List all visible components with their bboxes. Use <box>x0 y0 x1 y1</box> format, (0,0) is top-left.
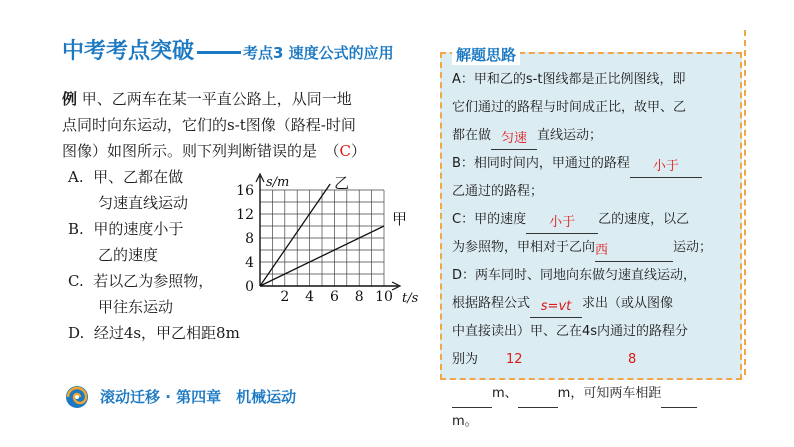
panel-line-a1: A：甲和乙的s-t图线都是正比例图线，即 <box>452 72 686 87</box>
problem-line-2: 点同时向东运动，它们的s-t图像（路程-时间 <box>62 116 356 134</box>
panel-title: 解题思路 <box>452 44 520 65</box>
panel-line-d5 <box>452 380 697 408</box>
answer-yi-distance: 8 <box>628 352 637 367</box>
y-axis-label: s/m <box>266 175 290 190</box>
option-text: 甲的速度小于 <box>93 220 184 238</box>
panel-text: C：甲的速度 <box>452 212 527 227</box>
blank-c1: 小于 <box>526 213 598 234</box>
x-tick-label: 10 <box>375 289 393 305</box>
panel-line-a2: 它们通过的路程与时间成正比，故甲、乙 <box>452 100 687 115</box>
panel-line-b1 <box>452 150 702 178</box>
blank-b1: 小于 <box>630 157 702 178</box>
series-label: 甲 <box>392 210 408 228</box>
blank-uniform: 匀速 <box>491 129 537 150</box>
blank-formula: s=vt <box>530 297 582 318</box>
panel-line-d3: 中直接读出）甲、乙在4s内通过的路程分 <box>452 324 689 339</box>
series-line-0 <box>260 184 330 286</box>
panel-text: 运动； <box>673 240 713 255</box>
chart-axes <box>256 174 400 290</box>
panel-text: B：相同时间内，甲通过的路程 <box>452 156 630 171</box>
panel-line-c1 <box>452 206 689 234</box>
x-tick-label: 8 <box>354 289 364 305</box>
section-header <box>62 34 394 65</box>
panel-text: 根据路程公式 <box>452 296 531 311</box>
panel-text: 乙的速度，以乙 <box>598 212 690 227</box>
problem-line-1 <box>62 86 352 112</box>
option-label: C. <box>68 272 84 290</box>
blank-d5-2 <box>518 407 558 408</box>
chart-grid <box>260 190 384 286</box>
option-label: D. <box>68 324 85 342</box>
x-tick-label: 6 <box>329 289 339 305</box>
panel-line-d6: m。 <box>452 414 478 429</box>
option-a <box>68 164 183 190</box>
header-dash <box>197 51 241 54</box>
header-title: 中考考点突破 <box>62 39 195 64</box>
panel-line-d2 <box>452 290 673 318</box>
answer-choice: C <box>339 142 351 160</box>
panel-text: 都在做 <box>452 128 492 143</box>
problem-text-3: 图像）如图所示。则下列判断错误的是 （ <box>62 142 340 160</box>
option-text: 经过4s，甲乙相距8m <box>93 324 240 342</box>
swirl-logo-icon <box>62 384 92 410</box>
y-tick-label: 8 <box>245 231 254 247</box>
option-b-cont: 乙的速度 <box>98 246 159 264</box>
problem-text-1: 甲、乙两车在某一平直公路上，从同一地 <box>81 90 352 108</box>
option-a-cont: 匀速直线运动 <box>98 194 189 212</box>
answer-jia-distance: 12 <box>506 352 523 367</box>
panel-line-d1: D：两车同时、同地向东做匀速直线运动， <box>452 268 697 283</box>
option-c-cont: 甲往东运动 <box>98 298 174 316</box>
st-graph <box>228 168 428 310</box>
y-tick-label: 16 <box>236 183 254 199</box>
footer-chapter: 滚动迁移 · 第四章 机械运动 <box>100 388 297 406</box>
example-tag: 例 <box>62 90 78 108</box>
panel-line-d4 <box>452 346 636 374</box>
option-label: B. <box>68 220 84 238</box>
panel-line-b2: 乙通过的路程； <box>452 184 544 199</box>
panel-line-c2 <box>452 234 712 262</box>
panel-line-a3 <box>452 122 602 150</box>
x-tick-label: 2 <box>280 289 290 305</box>
blank-d5-3 <box>661 407 697 408</box>
x-axis-label: t/s <box>402 291 419 306</box>
option-text: 若以乙为参照物， <box>93 272 214 290</box>
panel-text: 为参照物，甲相对于乙向 <box>452 240 596 255</box>
option-label: A. <box>68 168 84 186</box>
panel-side-border <box>744 30 746 375</box>
option-b <box>68 216 183 242</box>
problem-text-3-end: ） <box>351 142 367 160</box>
panel-text: 别为 <box>452 352 479 367</box>
panel-text: 求出（或从图像 <box>582 296 674 311</box>
x-tick-label: 4 <box>305 289 315 305</box>
panel-text: m、 <box>492 386 518 401</box>
panel-text: 直线运动； <box>537 128 603 143</box>
y-tick-label: 0 <box>245 279 254 295</box>
y-tick-label: 12 <box>236 207 254 223</box>
option-d <box>68 320 240 346</box>
problem-line-3 <box>62 138 366 164</box>
panel-text: m，可知两车相距 <box>557 386 662 401</box>
option-c <box>68 268 213 294</box>
header-subtitle: 考点3 速度公式的应用 <box>243 44 394 62</box>
series-label: 乙 <box>334 174 350 192</box>
blank-c2: 西 <box>595 241 673 262</box>
y-tick-label: 4 <box>245 255 254 271</box>
option-text: 甲、乙都在做 <box>93 168 184 186</box>
